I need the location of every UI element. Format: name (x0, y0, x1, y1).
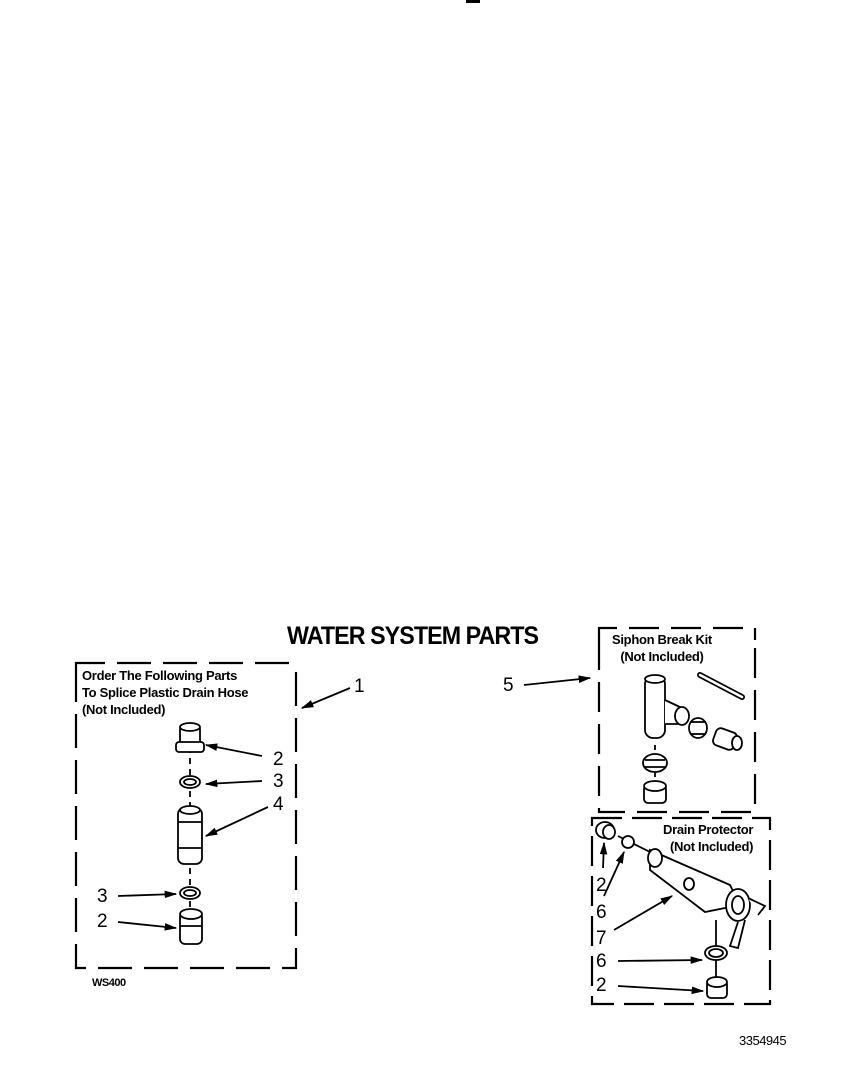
document-number: 3354945 (739, 1033, 787, 1048)
callout-group-1: 1 (354, 676, 365, 697)
callout-splice-connector-bottom: 2 (97, 911, 108, 932)
callout-drain-connector-upper: 2 (596, 875, 607, 896)
siphon-break-label (612, 631, 712, 665)
callout-splice-coupling: 4 (273, 794, 284, 815)
callout-drain-valve: 7 (596, 928, 607, 949)
callout-drain-washer-lower: 6 (596, 951, 607, 972)
siphon-break-label-line-1: Siphon Break Kit (612, 632, 712, 647)
siphon-break-label-line-2: (Not Included) (620, 649, 704, 664)
callout-group-5: 5 (503, 675, 514, 696)
siphon-callout-arrow (524, 678, 590, 685)
splice-parts (176, 723, 204, 944)
callout-drain-connector-lower: 2 (596, 975, 607, 996)
drain-protector-label (663, 821, 753, 855)
model-code: WS400 (92, 977, 126, 989)
splice-callout-arrows (118, 688, 350, 928)
drain-protector-label-line-1: Drain Protector (663, 822, 754, 837)
splice-kit-label-line-1: Order The Following Parts (82, 668, 238, 683)
drain-protector-label-line-2: (Not Included) (669, 839, 754, 854)
siphon-break-parts (643, 675, 742, 803)
splice-kit-label (82, 667, 248, 718)
splice-kit-label-line-3: (Not Included) (82, 702, 166, 717)
diagram-title: WATER SYSTEM PARTS (287, 622, 539, 650)
callout-splice-clamp-top: 3 (273, 771, 284, 792)
callout-drain-washer-upper: 6 (596, 902, 607, 923)
callout-splice-connector-top: 2 (273, 749, 284, 770)
callout-splice-clamp-bottom: 3 (97, 886, 108, 907)
splice-kit-label-line-2: To Splice Plastic Drain Hose (82, 685, 249, 700)
